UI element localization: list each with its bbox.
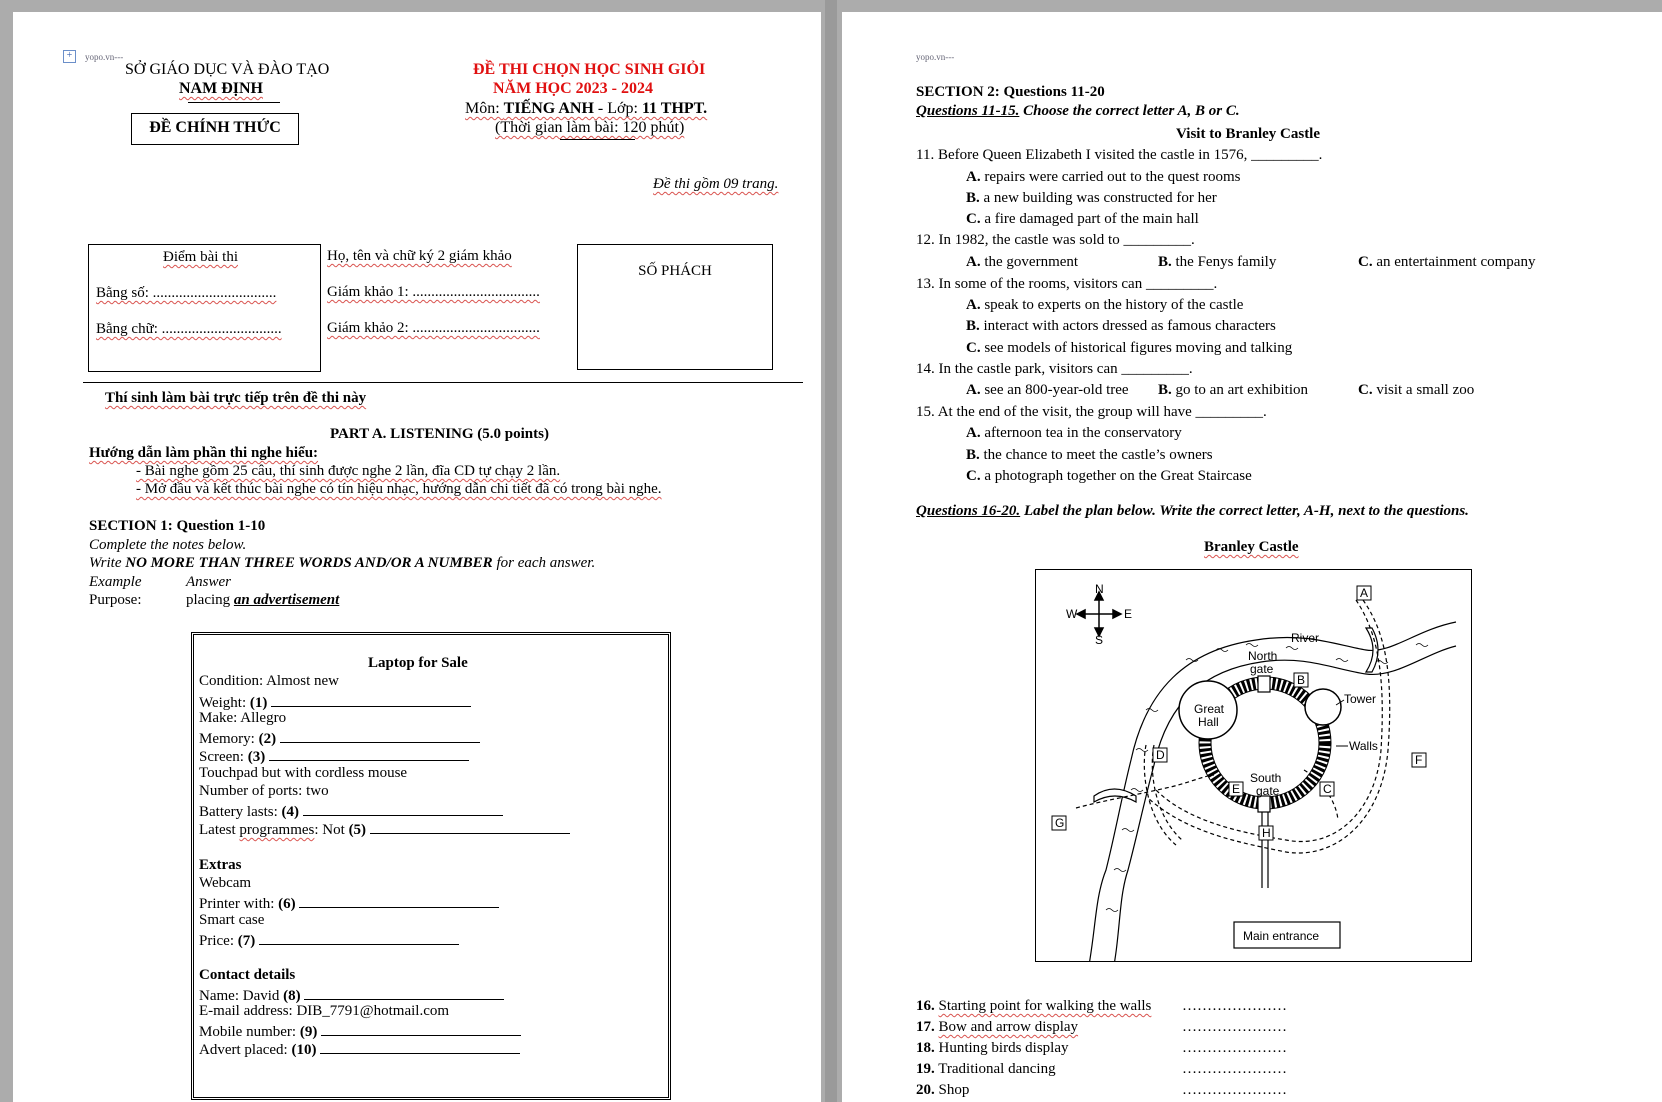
official-badge: ĐỀ CHÍNH THỨC <box>131 113 299 145</box>
examiner-1[interactable]: Giám khảo 1: .................................. <box>327 284 540 300</box>
plan-label-g <box>1052 816 1066 830</box>
guide-line-1: - Bài nghe gồm 25 câu, thí sinh được nghe 2 lần, đĩa CD tự chạy 2 lần. <box>136 463 561 479</box>
note-price: Price: (7) <box>199 930 459 950</box>
answer-blank-1[interactable] <box>271 692 471 707</box>
score-box-title: Điểm bài thi <box>163 249 238 265</box>
answer-blank-5[interactable] <box>370 819 570 834</box>
svg-text:C: C <box>1323 782 1332 796</box>
note-webcam: Webcam <box>199 875 252 891</box>
note-touchpad: Touchpad but with cordless mouse <box>199 765 408 781</box>
main-entrance <box>1234 922 1340 948</box>
section-1-heading: SECTION 1: Question 1-10 <box>89 518 266 534</box>
visit-title: Visit to Branley Castle <box>1176 126 1321 142</box>
south-gate-label-2: gate <box>1256 784 1280 798</box>
plan-label-b <box>1294 673 1308 687</box>
document-page-2 <box>842 12 1662 1102</box>
answer-blank-8[interactable] <box>304 985 504 1000</box>
q11-option-b[interactable]: B. a new building was constructed for her <box>966 190 1217 206</box>
south-gate-label-1: South <box>1250 771 1282 785</box>
q15-option-b[interactable]: B. the chance to meet the castle’s owners <box>966 447 1213 463</box>
note-name: Name: David (8) <box>199 985 504 1005</box>
answer-blank-10[interactable] <box>320 1039 520 1054</box>
document-page-1 <box>13 12 821 1102</box>
question-18: 18. Hunting birds display <box>916 1040 1069 1056</box>
question-20: 20. Shop <box>916 1082 970 1098</box>
plan-label-f <box>1412 753 1426 767</box>
section-2-heading: SECTION 2: Questions 11-20 <box>916 84 1105 100</box>
note-memory: Memory: (2) <box>199 728 480 748</box>
answer-blank-3[interactable] <box>269 746 469 761</box>
q14-option-b[interactable]: B. go to an art exhibition <box>1158 382 1308 398</box>
score-by-words[interactable]: Bằng chữ: ................................ <box>96 321 282 337</box>
q16-20-instruction: Questions 16-20. Label the plan below. Write the correct letter, A-H, next to the questions. <box>916 503 1469 519</box>
q15-option-c[interactable]: C. a photograph together on the Great Staircase <box>966 468 1252 484</box>
notes-title: Laptop for Sale <box>368 655 468 671</box>
question-19: 19. Traditional dancing <box>916 1061 1056 1077</box>
plan-label-e <box>1229 782 1243 796</box>
compass-icon <box>1077 592 1121 636</box>
q11-15-instruction: Questions 11-15. Choose the correct letter A, B or C. <box>916 103 1240 119</box>
compass-north-label: N <box>1095 582 1104 596</box>
department-name: SỞ GIÁO DỤC VÀ ĐÀO TẠO <box>125 61 330 78</box>
note-printer: Printer with: (6) <box>199 893 499 913</box>
q11-option-c[interactable]: C. a fire damaged part of the main hall <box>966 211 1199 227</box>
question-17: 17. Bow and arrow display <box>916 1019 1079 1035</box>
q14-option-a[interactable]: A. see an 800-year-old tree <box>966 382 1129 398</box>
walking-paths <box>1076 600 1390 853</box>
q13-option-a[interactable]: A. speak to experts on the history of the castle <box>966 297 1244 313</box>
plan-label-a <box>1357 586 1371 600</box>
contact-heading: Contact details <box>199 967 296 983</box>
north-gate <box>1258 676 1270 692</box>
great-hall-label-2: Hall <box>1198 715 1219 729</box>
score-by-number[interactable]: Bằng số: ................................. <box>96 285 277 301</box>
note-latest: Latest programmes: Not (5) <box>199 819 570 839</box>
answer-blank-19[interactable]: ………………… <box>1182 1061 1287 1077</box>
question-16: 16. Starting point for walking the walls <box>916 998 1152 1014</box>
examiner-title: Họ, tên và chữ ký 2 giám khảo <box>327 248 512 264</box>
svg-text:A: A <box>1360 586 1369 600</box>
main-entrance-path <box>1262 812 1268 888</box>
answer-label: Answer <box>186 574 231 590</box>
pages-note: Đề thi gồm 09 trang. <box>653 176 779 192</box>
svg-text:E: E <box>1232 782 1241 796</box>
compass-south-label: S <box>1095 633 1104 647</box>
instruction: Thí sinh làm bài trực tiếp trên đề thi này <box>105 390 367 406</box>
school-year: NĂM HỌC 2023 - 2024 <box>493 80 653 97</box>
purpose-value: placing an advertisement <box>186 592 340 608</box>
castle-plan-drawing <box>1036 570 1471 961</box>
answer-blank-17[interactable]: ………………… <box>1182 1019 1287 1035</box>
watermark: yopo.vn--- <box>85 52 124 62</box>
divider <box>83 382 803 383</box>
compass-east-label: E <box>1124 607 1133 621</box>
south-gate <box>1258 796 1270 812</box>
walls-label: Walls <box>1349 739 1378 753</box>
table-move-handle-icon[interactable]: + <box>63 50 76 63</box>
answer-blank-4[interactable] <box>303 801 503 816</box>
note-make: Make: Allegro <box>199 710 287 726</box>
q13-option-c[interactable]: C. see models of historical figures moving and talking <box>966 340 1293 356</box>
q12-option-a[interactable]: A. the government <box>966 254 1079 270</box>
svg-text:G: G <box>1055 816 1065 830</box>
guide-title: Hướng dẫn làm phần thi nghe hiểu: <box>89 445 319 461</box>
notes-box <box>191 632 671 1100</box>
river-label: River <box>1291 631 1320 645</box>
plan-title: Branley Castle <box>1204 539 1299 555</box>
q12-option-c[interactable]: C. an entertainment company <box>1358 254 1536 270</box>
code-box: SỐ PHÁCH <box>577 244 773 370</box>
svg-text:Main entrance: Main entrance <box>1243 929 1320 943</box>
word-limit-instruction: Write NO MORE THAN THREE WORDS AND/OR A NUMBER for each answer. <box>89 555 596 571</box>
answer-blank-18[interactable]: ………………… <box>1182 1040 1287 1056</box>
tower-label: Tower <box>1344 692 1377 706</box>
svg-text:F: F <box>1415 753 1423 767</box>
answer-blank-16[interactable]: ………………… <box>1182 998 1287 1014</box>
guide-line-2: - Mở đầu và kết thúc bài nghe có tín hiệu nhạc, hướng dẫn chi tiết đã có trong bài nghe. <box>136 481 662 497</box>
question-11: 11. Before Queen Elizabeth I visited the castle in 1576, _________. <box>916 147 1323 163</box>
note-ports: Number of ports: two <box>199 783 329 799</box>
note-email: E-mail address: DIB_7791@hotmail.com <box>199 1003 450 1019</box>
examiner-2[interactable]: Giám khảo 2: .................................. <box>327 320 540 336</box>
tower <box>1305 689 1341 725</box>
compass-west-label: W <box>1066 607 1078 621</box>
province-name: NAM ĐỊNH <box>179 80 263 97</box>
north-gate-label-1: North <box>1248 649 1278 663</box>
score-box <box>88 244 321 372</box>
note-mobile: Mobile number: (9) <box>199 1021 521 1041</box>
great-hall-label-1: Great <box>1194 702 1225 716</box>
note-battery: Battery lasts: (4) <box>199 801 503 821</box>
exam-time: (Thời gian làm bài: 120 phút) <box>495 119 685 136</box>
question-15: 15. At the end of the visit, the group will have _________. <box>916 404 1267 420</box>
example-label: Example <box>89 574 142 590</box>
q15-option-a[interactable]: A. afternoon tea in the conservatory <box>966 425 1182 441</box>
note-weight: Weight: (1) <box>199 692 471 712</box>
note-condition: Condition: Almost new <box>199 673 340 689</box>
svg-text:B: B <box>1297 673 1306 687</box>
plan-label-h <box>1259 826 1273 840</box>
answer-blank-6[interactable] <box>299 893 499 908</box>
subject-line: Môn: TIẾNG ANH - Lớp: 11 THPT. <box>465 100 708 117</box>
q14-option-c[interactable]: C. visit a small zoo <box>1358 382 1475 398</box>
plan-label-d <box>1153 748 1167 762</box>
page-gutter <box>825 0 837 1102</box>
answer-blank-2[interactable] <box>280 728 480 743</box>
question-14: 14. In the castle park, visitors can _________. <box>916 361 1193 377</box>
svg-text:D: D <box>1156 748 1165 762</box>
bridge-west <box>1094 789 1136 802</box>
watermark: yopo.vn--- <box>916 52 955 62</box>
q11-option-a[interactable]: A. repairs were carried out to the quest rooms <box>966 169 1241 185</box>
extras-heading: Extras <box>199 857 242 873</box>
answer-blank-20[interactable]: ………………… <box>1182 1082 1287 1098</box>
question-13: 13. In some of the rooms, visitors can _________. <box>916 276 1218 292</box>
plan-label-c <box>1320 782 1334 796</box>
q13-option-b[interactable]: B. interact with actors dressed as famous characters <box>966 318 1276 334</box>
note-case: Smart case <box>199 912 265 928</box>
divider <box>188 102 280 103</box>
note-screen: Screen: (3) <box>199 746 469 766</box>
castle-plan-map <box>1035 569 1472 962</box>
north-gate-label-2: gate <box>1250 662 1274 676</box>
answer-blank-9[interactable] <box>321 1021 521 1036</box>
complete-instruction: Complete the notes below. <box>89 537 247 553</box>
part-a-heading: PART A. LISTENING (5.0 points) <box>330 426 549 442</box>
question-12: 12. In 1982, the castle was sold to _________. <box>916 232 1195 248</box>
note-advert-placed: Advert placed: (10) <box>199 1039 520 1059</box>
purpose-label: Purpose: <box>89 592 142 608</box>
divider <box>560 139 635 140</box>
answer-blank-7[interactable] <box>259 930 459 945</box>
svg-text:H: H <box>1262 826 1271 840</box>
q12-option-b[interactable]: B. the Fenys family <box>1158 254 1277 270</box>
exam-title: ĐỀ THI CHỌN HỌC SINH GIỎI <box>473 61 706 78</box>
